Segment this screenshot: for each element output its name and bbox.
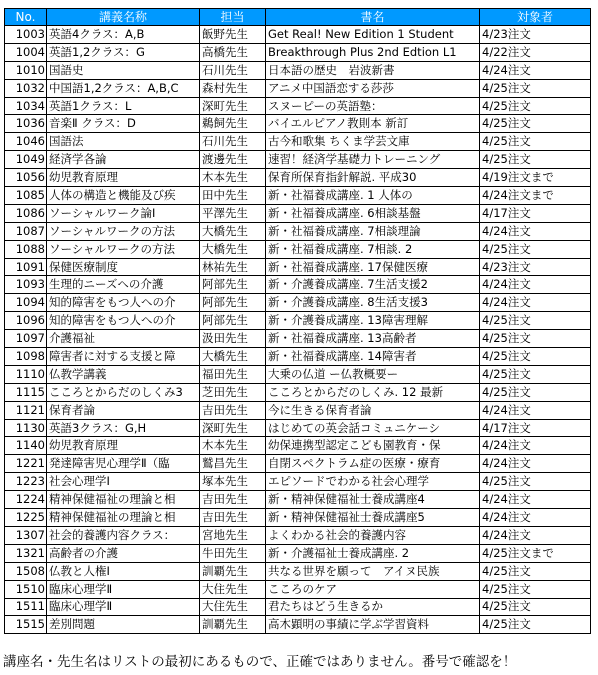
order-status-cell: 4/24注文まで bbox=[480, 187, 591, 205]
table-row bbox=[5, 330, 591, 348]
teacher-name-cell: 阿部先生 bbox=[200, 312, 266, 330]
course-title-cell: 介護福祉 bbox=[47, 330, 200, 348]
course-title-cell: 障害者に対する支援と障 bbox=[47, 348, 200, 366]
book-title-cell: エピソードでわかる社会心理学 bbox=[266, 473, 480, 491]
order-status-cell: 4/25注文 bbox=[480, 580, 591, 598]
table-row bbox=[5, 276, 591, 294]
book-title-cell: 新・社福養成講座. 17保健医療 bbox=[266, 258, 480, 276]
teacher-name-cell: 鵜飼先生 bbox=[200, 115, 266, 133]
course-title-cell: ソーシャルワーク論Ⅰ bbox=[47, 204, 200, 222]
teacher-name-cell: 森村先生 bbox=[200, 79, 266, 97]
teacher-name-cell: 吉田先生 bbox=[200, 491, 266, 509]
course-number-cell: 1221 bbox=[5, 455, 47, 473]
book-title-cell: 新・社福養成講座. 6相談基盤 bbox=[266, 204, 480, 222]
book-title-cell: 君たちはどう生きるか bbox=[266, 598, 480, 616]
book-title-cell: 新・社福養成講座. 13高齢者 bbox=[266, 330, 480, 348]
course-title-cell: 幼児教育原理 bbox=[47, 437, 200, 455]
teacher-name-cell: 鷲昌先生 bbox=[200, 455, 266, 473]
course-title-cell: 国語法 bbox=[47, 133, 200, 151]
order-status-cell: 4/25注文 bbox=[480, 330, 591, 348]
order-status-cell: 4/23注文 bbox=[480, 258, 591, 276]
teacher-name-cell: 木本先生 bbox=[200, 437, 266, 455]
teacher-name-cell: 大住先生 bbox=[200, 598, 266, 616]
teacher-name-cell: 福田先生 bbox=[200, 365, 266, 383]
order-status-cell: 4/24注文 bbox=[480, 401, 591, 419]
book-title-cell: アニメ中国語恋する莎莎 bbox=[266, 79, 480, 97]
order-status-cell: 4/24注文 bbox=[480, 526, 591, 544]
course-title-cell: 発達障害児心理学Ⅱ（臨 bbox=[47, 455, 200, 473]
column-header-book: 書名 bbox=[266, 9, 480, 26]
order-status-cell: 4/25注文 bbox=[480, 240, 591, 258]
teacher-name-cell: 吉田先生 bbox=[200, 509, 266, 527]
table-row bbox=[5, 115, 591, 133]
teacher-name-cell: 田中先生 bbox=[200, 187, 266, 205]
footer-note: 講座名・先生名はリストの最初にあるもので、正確ではありません。番号で確認を！ bbox=[3, 654, 517, 670]
book-title-cell: 自閉スペクトラム症の医療・療育 bbox=[266, 455, 480, 473]
course-title-cell: 国語史 bbox=[47, 61, 200, 79]
course-number-cell: 1510 bbox=[5, 580, 47, 598]
table-row bbox=[5, 26, 591, 44]
course-title-cell: 仏教学講義 bbox=[47, 365, 200, 383]
book-title-cell: はじめての英会話コミュニケーシ bbox=[266, 419, 480, 437]
book-title-cell: バイエルピアノ教則本 新訂 bbox=[266, 115, 480, 133]
teacher-name-cell: 訓覇先生 bbox=[200, 562, 266, 580]
course-title-cell: 知的障害をもつ人への介 bbox=[47, 312, 200, 330]
teacher-name-cell: 宮地先生 bbox=[200, 526, 266, 544]
teacher-name-cell: 深町先生 bbox=[200, 97, 266, 115]
book-title-cell: 今に生きる保育者論 bbox=[266, 401, 480, 419]
book-title-cell: Breakthrough Plus 2nd Edtion L1 bbox=[266, 43, 480, 61]
teacher-name-cell: 石川先生 bbox=[200, 61, 266, 79]
order-status-cell: 4/17注文 bbox=[480, 204, 591, 222]
order-status-cell: 4/24注文 bbox=[480, 455, 591, 473]
column-header-title: 講義名称 bbox=[47, 9, 200, 26]
course-title-cell: 保育者論 bbox=[47, 401, 200, 419]
book-title-cell: 幼保連携型認定こども園教育・保 bbox=[266, 437, 480, 455]
course-title-cell: ソーシャルワークの方法 bbox=[47, 222, 200, 240]
table-row bbox=[5, 79, 591, 97]
book-title-cell: 新・社福養成講座. 14障害者 bbox=[266, 348, 480, 366]
course-number-cell: 1049 bbox=[5, 151, 47, 169]
order-status-cell: 4/22注文 bbox=[480, 43, 591, 61]
book-title-cell: 共なる世界を願って アイヌ民族 bbox=[266, 562, 480, 580]
order-status-cell: 4/24注文 bbox=[480, 222, 591, 240]
book-title-cell: 新・社福養成講座. 7相談理論 bbox=[266, 222, 480, 240]
course-title-cell: 経済学各論 bbox=[47, 151, 200, 169]
course-number-cell: 1004 bbox=[5, 43, 47, 61]
column-header-target: 対象者 bbox=[480, 9, 591, 26]
table-row bbox=[5, 455, 591, 473]
order-status-cell: 4/25注文 bbox=[480, 473, 591, 491]
course-number-cell: 1085 bbox=[5, 187, 47, 205]
course-number-cell: 1115 bbox=[5, 383, 47, 401]
course-title-cell: 仏教と人権Ⅰ bbox=[47, 562, 200, 580]
order-status-cell: 4/25注文 bbox=[480, 312, 591, 330]
course-title-cell: 差別問題 bbox=[47, 616, 200, 634]
order-status-cell: 4/24注文 bbox=[480, 491, 591, 509]
order-status-cell: 4/25注文 bbox=[480, 79, 591, 97]
course-title-cell: 社会心理学Ⅰ bbox=[47, 473, 200, 491]
teacher-name-cell: 訓覇先生 bbox=[200, 616, 266, 634]
order-status-cell: 4/25注文 bbox=[480, 151, 591, 169]
book-title-cell: 新・社福養成講座. 7相談. 2 bbox=[266, 240, 480, 258]
book-title-cell: 新・介護養成講座. 8生活支援3 bbox=[266, 294, 480, 312]
column-header-teacher: 担当 bbox=[200, 9, 266, 26]
table-row bbox=[5, 365, 591, 383]
course-number-cell: 1091 bbox=[5, 258, 47, 276]
order-status-cell: 4/25注文 bbox=[480, 616, 591, 634]
course-number-cell: 1097 bbox=[5, 330, 47, 348]
table-row bbox=[5, 509, 591, 527]
table-row bbox=[5, 401, 591, 419]
course-number-cell: 1010 bbox=[5, 61, 47, 79]
book-title-cell: 大乗の仏道 ー仏教概要ー bbox=[266, 365, 480, 383]
course-number-cell: 1110 bbox=[5, 365, 47, 383]
order-status-cell: 4/25注文 bbox=[480, 348, 591, 366]
teacher-name-cell: 吉田先生 bbox=[200, 401, 266, 419]
course-number-cell: 1140 bbox=[5, 437, 47, 455]
table-row bbox=[5, 187, 591, 205]
course-title-cell: ソーシャルワークの方法 bbox=[47, 240, 200, 258]
teacher-name-cell: 塚本先生 bbox=[200, 473, 266, 491]
course-title-cell: 音楽Ⅱ クラス：D bbox=[47, 115, 200, 133]
course-title-cell: 精神保健福祉の理論と相 bbox=[47, 509, 200, 527]
header-row bbox=[5, 9, 591, 26]
course-title-cell: 生理的ニーズへの介護 bbox=[47, 276, 200, 294]
order-status-cell: 4/24注文 bbox=[480, 276, 591, 294]
teacher-name-cell: 深町先生 bbox=[200, 419, 266, 437]
course-title-cell: 幼児教育原理 bbox=[47, 169, 200, 187]
order-status-cell: 4/25注文 bbox=[480, 562, 591, 580]
order-status-cell: 4/24注文 bbox=[480, 437, 591, 455]
book-title-cell: 保育所保育指針解説. 平成30 bbox=[266, 169, 480, 187]
book-title-cell: 新・精神保健福祉士養成講座4 bbox=[266, 491, 480, 509]
teacher-name-cell: 芝田先生 bbox=[200, 383, 266, 401]
table-row bbox=[5, 616, 591, 634]
teacher-name-cell: 大橋先生 bbox=[200, 240, 266, 258]
book-title-cell: 日本語の歴史 岩波新書 bbox=[266, 61, 480, 79]
course-number-cell: 1224 bbox=[5, 491, 47, 509]
teacher-name-cell: 渡邊先生 bbox=[200, 151, 266, 169]
order-status-cell: 4/25注文 bbox=[480, 365, 591, 383]
book-title-cell: 新・精神保健福祉士養成講座5 bbox=[266, 509, 480, 527]
teacher-name-cell: 大住先生 bbox=[200, 580, 266, 598]
book-order-sheet bbox=[4, 8, 591, 634]
book-title-cell: 高木顕明の事績に学ぶ学習資料 bbox=[266, 616, 480, 634]
table-row bbox=[5, 473, 591, 491]
course-title-cell: 中国語1,2クラス：A,B,C bbox=[47, 79, 200, 97]
course-title-cell: 精神保健福祉の理論と相 bbox=[47, 491, 200, 509]
order-status-cell: 4/25注文 bbox=[480, 598, 591, 616]
course-title-cell: 英語4クラス：A,B bbox=[47, 26, 200, 44]
course-number-cell: 1508 bbox=[5, 562, 47, 580]
course-title-cell: 保健医療制度 bbox=[47, 258, 200, 276]
course-title-cell: 社会的養護内容クラス： bbox=[47, 526, 200, 544]
order-status-cell: 4/25注文 bbox=[480, 383, 591, 401]
book-title-cell: 新・介護福祉士養成講座. 2 bbox=[266, 544, 480, 562]
book-title-cell: 古今和歌集 ちくま学芸文庫 bbox=[266, 133, 480, 151]
course-number-cell: 1056 bbox=[5, 169, 47, 187]
table-row bbox=[5, 419, 591, 437]
table-row bbox=[5, 312, 591, 330]
course-number-cell: 1086 bbox=[5, 204, 47, 222]
teacher-name-cell: 大橋先生 bbox=[200, 348, 266, 366]
teacher-name-cell: 木本先生 bbox=[200, 169, 266, 187]
course-number-cell: 1515 bbox=[5, 616, 47, 634]
table-row bbox=[5, 294, 591, 312]
table-row bbox=[5, 598, 591, 616]
order-status-cell: 4/24注文 bbox=[480, 509, 591, 527]
table-row bbox=[5, 133, 591, 151]
course-number-cell: 1093 bbox=[5, 276, 47, 294]
course-number-cell: 1130 bbox=[5, 419, 47, 437]
course-title-cell: 人体の構造と機能及び疾 bbox=[47, 187, 200, 205]
course-number-cell: 1223 bbox=[5, 473, 47, 491]
table-row bbox=[5, 491, 591, 509]
table-row bbox=[5, 97, 591, 115]
teacher-name-cell: 石川先生 bbox=[200, 133, 266, 151]
course-title-cell: 臨床心理学Ⅱ bbox=[47, 580, 200, 598]
table-row bbox=[5, 222, 591, 240]
order-status-cell: 4/25注文 bbox=[480, 115, 591, 133]
course-number-cell: 1225 bbox=[5, 509, 47, 527]
table-row bbox=[5, 526, 591, 544]
order-status-cell: 4/23注文 bbox=[480, 26, 591, 44]
book-title-cell: 新・社福養成講座. 1 人体の bbox=[266, 187, 480, 205]
book-title-cell: 新・介護養成講座. 13障害理解 bbox=[266, 312, 480, 330]
course-title-cell: 英語3クラス：G,H bbox=[47, 419, 200, 437]
table-row bbox=[5, 61, 591, 79]
course-number-cell: 1046 bbox=[5, 133, 47, 151]
order-status-cell: 4/25注文 bbox=[480, 133, 591, 151]
course-number-cell: 1003 bbox=[5, 26, 47, 44]
table-row bbox=[5, 580, 591, 598]
table-row bbox=[5, 151, 591, 169]
course-title-cell: 知的障害をもつ人への介 bbox=[47, 294, 200, 312]
table-row bbox=[5, 562, 591, 580]
course-number-cell: 1307 bbox=[5, 526, 47, 544]
table-row bbox=[5, 169, 591, 187]
teacher-name-cell: 汲田先生 bbox=[200, 330, 266, 348]
teacher-name-cell: 飯野先生 bbox=[200, 26, 266, 44]
book-title-cell: 新・介護養成講座. 7生活支援2 bbox=[266, 276, 480, 294]
course-title-cell: 英語1,2クラス：G bbox=[47, 43, 200, 61]
table-row bbox=[5, 258, 591, 276]
column-header-no: No. bbox=[5, 9, 47, 26]
course-number-cell: 1511 bbox=[5, 598, 47, 616]
course-number-cell: 1032 bbox=[5, 79, 47, 97]
course-title-cell: 臨床心理学Ⅱ bbox=[47, 598, 200, 616]
order-status-cell: 4/24注文 bbox=[480, 294, 591, 312]
book-title-cell: こころのケア bbox=[266, 580, 480, 598]
table-row bbox=[5, 43, 591, 61]
course-number-cell: 1096 bbox=[5, 312, 47, 330]
book-title-cell: Get Real! New Edition 1 Student bbox=[266, 26, 480, 44]
order-status-cell: 4/25注文 bbox=[480, 97, 591, 115]
teacher-name-cell: 大橋先生 bbox=[200, 222, 266, 240]
book-title-cell: こころとからだのしくみ. 12 最新 bbox=[266, 383, 480, 401]
teacher-name-cell: 牛田先生 bbox=[200, 544, 266, 562]
teacher-name-cell: 高橋先生 bbox=[200, 43, 266, 61]
teacher-name-cell: 阿部先生 bbox=[200, 294, 266, 312]
book-title-cell: 速習！経済学基礎力トレーニング bbox=[266, 151, 480, 169]
course-title-cell: こころとからだのしくみ3 bbox=[47, 383, 200, 401]
teacher-name-cell: 平澤先生 bbox=[200, 204, 266, 222]
course-number-cell: 1094 bbox=[5, 294, 47, 312]
course-number-cell: 1087 bbox=[5, 222, 47, 240]
order-status-cell: 4/17注文 bbox=[480, 419, 591, 437]
order-status-cell: 4/19注文まで bbox=[480, 169, 591, 187]
course-number-cell: 1088 bbox=[5, 240, 47, 258]
table-row bbox=[5, 348, 591, 366]
course-number-cell: 1034 bbox=[5, 97, 47, 115]
book-order-table bbox=[4, 8, 591, 634]
table-row bbox=[5, 544, 591, 562]
course-title-cell: 高齢者の介護 bbox=[47, 544, 200, 562]
table-row bbox=[5, 437, 591, 455]
course-number-cell: 1321 bbox=[5, 544, 47, 562]
order-status-cell: 4/24注文 bbox=[480, 61, 591, 79]
book-title-cell: スヌーピーの英語塾： bbox=[266, 97, 480, 115]
course-number-cell: 1098 bbox=[5, 348, 47, 366]
table-row bbox=[5, 240, 591, 258]
course-number-cell: 1036 bbox=[5, 115, 47, 133]
table-row bbox=[5, 204, 591, 222]
table-row bbox=[5, 383, 591, 401]
book-title-cell: よくわかる社会的養護内容 bbox=[266, 526, 480, 544]
teacher-name-cell: 阿部先生 bbox=[200, 276, 266, 294]
teacher-name-cell: 林祐先生 bbox=[200, 258, 266, 276]
course-title-cell: 英語1クラス：L bbox=[47, 97, 200, 115]
order-status-cell: 4/25注文まで bbox=[480, 544, 591, 562]
course-number-cell: 1121 bbox=[5, 401, 47, 419]
